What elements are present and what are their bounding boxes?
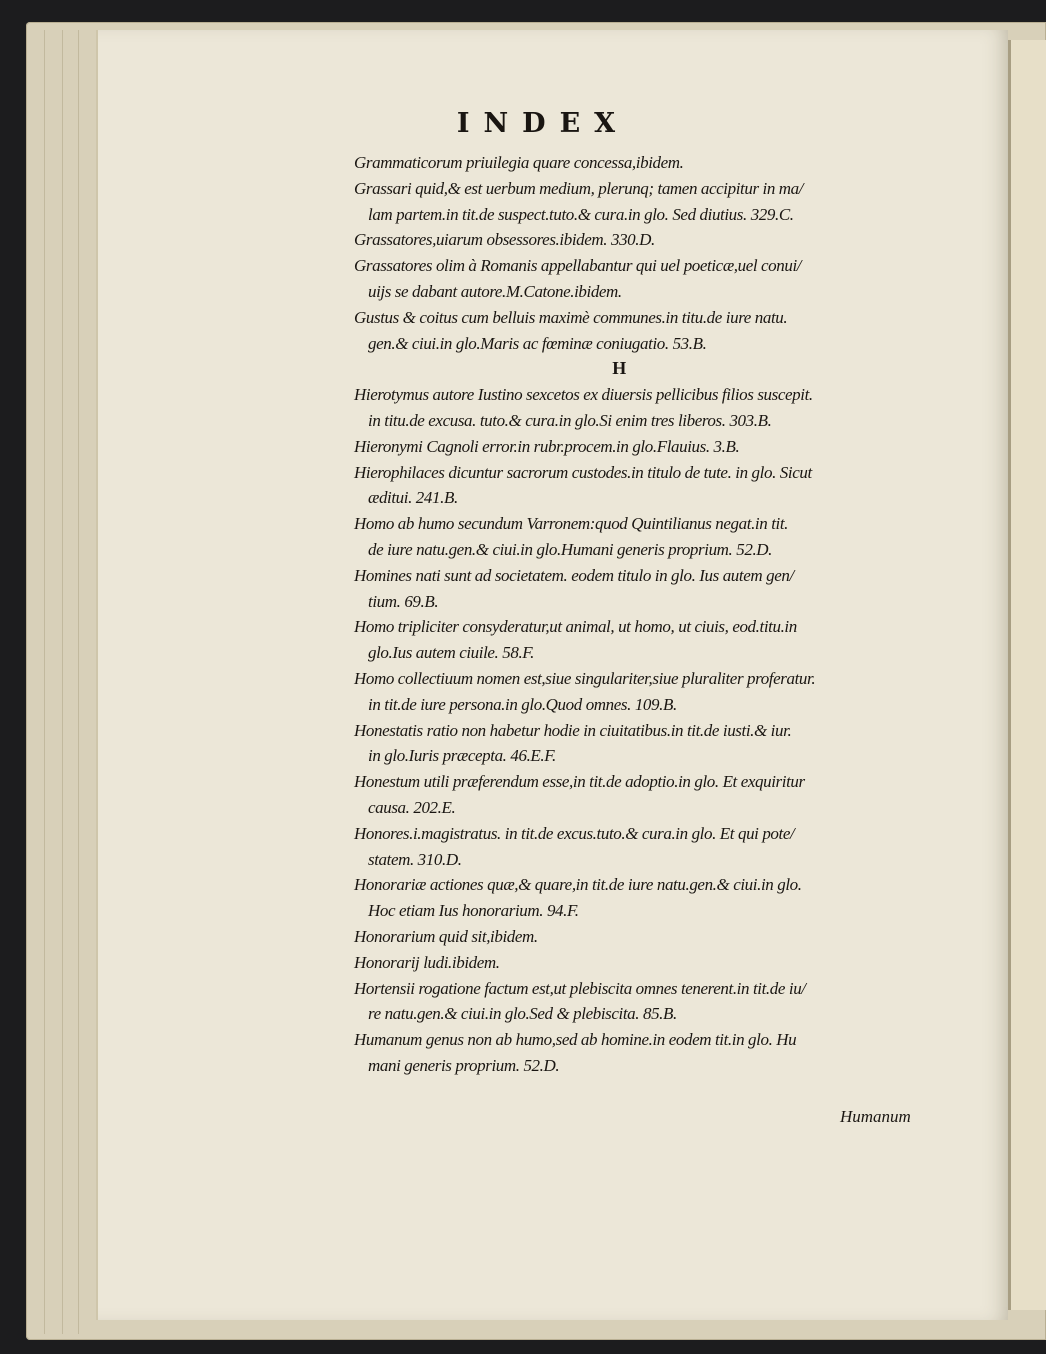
entry-continuation-line: tium. 69.B. <box>368 591 439 611</box>
entry-line: Grammaticorum priuilegia quare concessa,ibidem. <box>354 153 684 172</box>
index-entry <box>354 821 954 873</box>
entry-line: Homines nati sunt ad societatem. eodem titulo in glo. Ius autem gen/ <box>354 565 794 585</box>
index-entry <box>354 227 954 253</box>
index-entry <box>354 666 954 718</box>
entry-continuation-line: glo.Ius autem ciuile. 58.F. <box>368 643 534 663</box>
entry-line: Honorariæ actiones quæ,& quare,in tit.de iure natu.gen.& ciui.in glo. <box>354 875 802 895</box>
index-entry <box>354 150 954 176</box>
entry-continuation-line: uijs se dabant autore.M.Catone.ibidem. <box>368 281 622 301</box>
entry-line: Grassatores olim à Romanis appellabantur qui uel poeticæ,uel conui/ <box>354 256 802 276</box>
index-entry <box>354 614 954 666</box>
page-title: INDEX <box>456 108 630 139</box>
index-entry <box>354 563 954 615</box>
index-entry <box>354 460 954 512</box>
entry-continuation-line: re natu.gen.& ciui.in glo.Sed & plebiscita. 85.B. <box>368 1004 677 1024</box>
entry-line: Honestum utili præferendum esse,in tit.de adoptio.in glo. Et exquiritur <box>354 772 805 792</box>
entry-line: Honorarij ludi.ibidem. <box>354 952 500 972</box>
index-entry <box>354 1027 954 1079</box>
entry-line: Gustus & coitus cum belluis maximè communes.in titu.de iure natu. <box>354 307 788 327</box>
entry-continuation-line: Hoc etiam Ius honorarium. 94.F. <box>368 901 579 921</box>
entry-continuation-line: in tit.de iure persona.in glo.Quod omnes. 109.B. <box>368 694 677 714</box>
index-entry <box>354 872 954 924</box>
facing-page-edge <box>1008 40 1046 1310</box>
entry-line: Hortensii rogatione factum est,ut plebiscita omnes tenerent.in tit.de iu/ <box>354 978 806 998</box>
entry-continuation-line: in glo.Iuris præcepta. 46.E.F. <box>368 746 556 766</box>
entry-continuation-line: causa. 202.E. <box>368 797 456 817</box>
index-entry <box>354 718 954 770</box>
page-stack-edge <box>62 30 63 1334</box>
entry-line: Hierotymus autore Iustino sexcetos ex diuersis pellicibus filios suscepit. <box>354 385 813 405</box>
index-entry <box>354 924 954 950</box>
entry-line: Grassari quid,& est uerbum medium, plerunq; tamen accipitur in ma/ <box>354 178 804 198</box>
index-entry <box>354 976 954 1028</box>
entry-continuation-line: mani generis proprium. 52.D. <box>368 1055 560 1075</box>
entry-continuation-line: gen.& ciui.in glo.Maris ac fœminæ coniugatio. 53.B. <box>368 333 707 353</box>
page-stack-edge <box>44 30 45 1334</box>
index-entry <box>354 305 954 357</box>
entry-line: Homo collectiuum nomen est,siue singulariter,siue pluraliter proferatur. <box>354 668 816 688</box>
entry-continuation-line: statem. 310.D. <box>368 849 462 869</box>
entry-line: Honorarium quid sit,ibidem. <box>354 926 538 946</box>
entry-continuation-line: æditui. 241.B. <box>368 488 458 508</box>
entry-line: Humanum genus non ab humo,sed ab homine.in eodem tit.in glo. Hu <box>354 1030 797 1050</box>
entry-line: Hieronymi Cagnoli error.in rubr.procem.in glo.Flauius. 3.B. <box>354 436 740 456</box>
entry-line: Grassatores,uiarum obsessores.ibidem. 330.D. <box>354 230 655 250</box>
entry-line: Homo ab humo secundum Varronem:quod Quintilianus negat.in tit. <box>354 514 789 534</box>
index-entry <box>354 382 954 434</box>
entry-line: Hierophilaces dicuntur sacrorum custodes.in titulo de tute. in glo. Sicut <box>354 462 812 482</box>
entry-continuation-line: lam partem.in tit.de suspect.tuto.& cura.in glo. Sed diutius. 329.C. <box>368 204 794 224</box>
index-entry <box>354 950 954 976</box>
section-letter: H <box>612 358 626 379</box>
index-entry <box>354 434 954 460</box>
entry-line: Honores.i.magistratus. in tit.de excus.tuto.& cura.in glo. Et qui pote/ <box>354 823 795 843</box>
index-section-g <box>354 150 954 356</box>
index-entry <box>354 769 954 821</box>
page-stack-edge <box>78 30 79 1334</box>
index-section-h <box>354 382 954 1079</box>
entry-line: Honestatis ratio non habetur hodie in ciuitatibus.in tit.de iusti.& iur. <box>354 720 792 740</box>
entry-continuation-line: de iure natu.gen.& ciui.in glo.Humani generis proprium. 52.D. <box>368 539 773 559</box>
entry-line: Homo tripliciter consyderatur,ut animal, ut homo, ut ciuis, eod.titu.in <box>354 617 797 637</box>
catchword: Humanum <box>840 1107 911 1126</box>
index-entry <box>354 511 954 563</box>
entry-continuation-line: in titu.de excusa. tuto.& cura.in glo.Si enim tres liberos. 303.B. <box>368 410 772 430</box>
index-entry <box>354 253 954 305</box>
index-entry <box>354 176 954 228</box>
index-entries <box>354 150 954 1079</box>
